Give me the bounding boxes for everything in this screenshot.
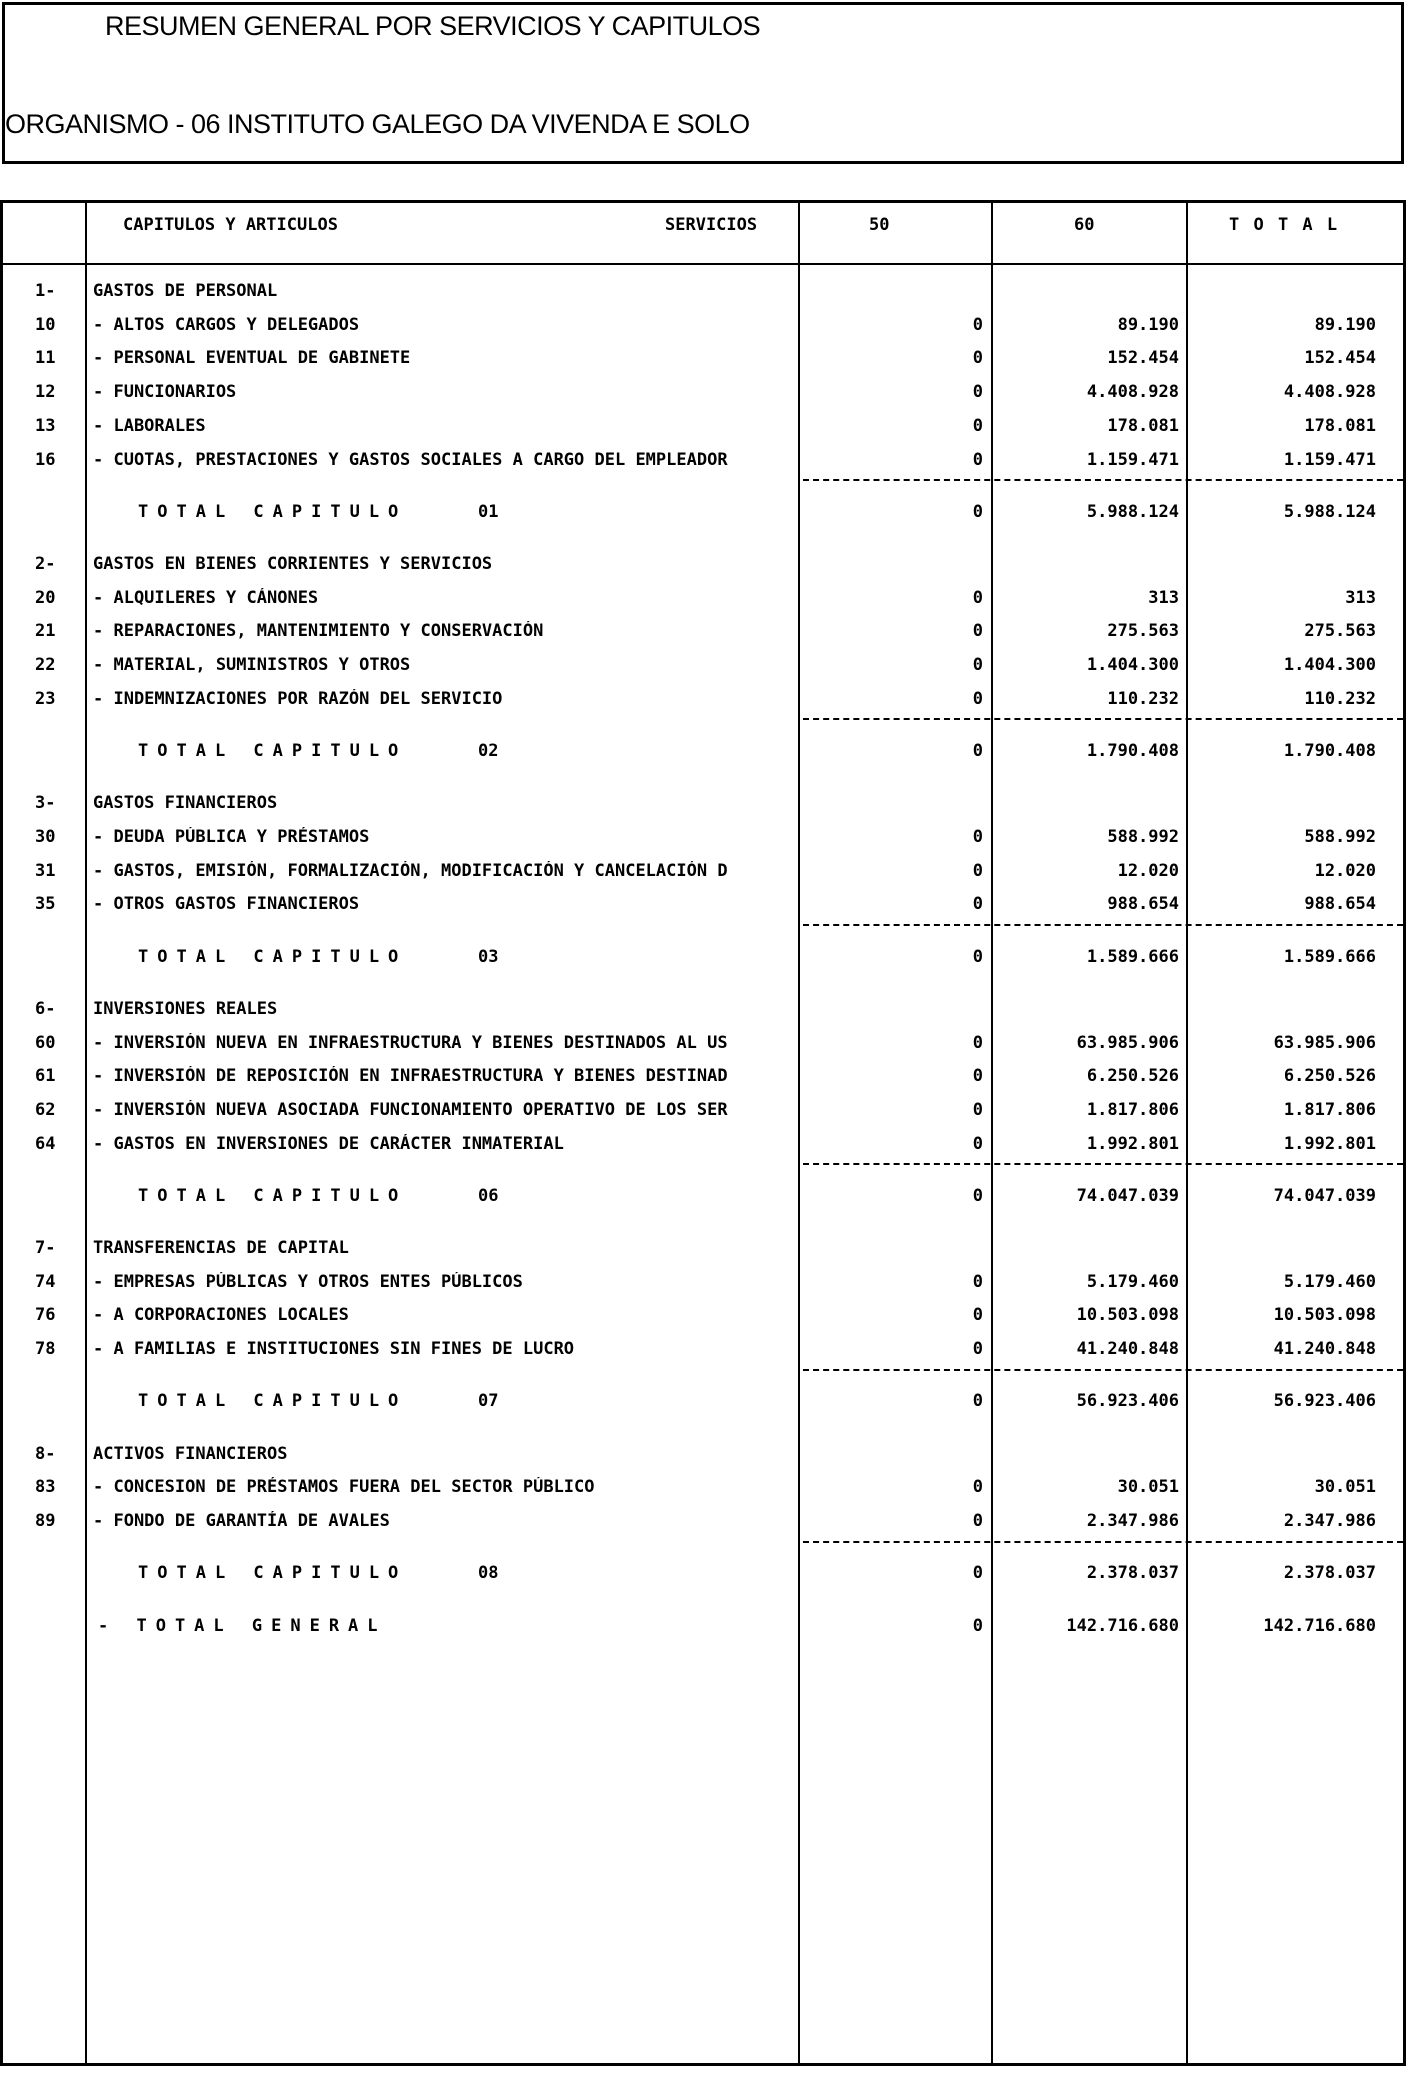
value-60: 588.992 [1107,826,1179,847]
value-total: 6.250.526 [1283,1066,1376,1087]
value-60: 152.454 [1107,348,1179,369]
article-code: 60 [35,1032,56,1053]
value-50: 0 [972,415,983,436]
value-60: 178.081 [1107,415,1179,436]
value-total: 178.081 [1304,415,1376,436]
value-50: 0 [972,655,983,676]
chapter-total-label: TOTAL CAPITULO [138,1185,408,1206]
chapter-title: GASTOS DE PERSONAL [93,281,278,301]
value-60: 4.408.928 [1086,382,1179,403]
col-header-servicios: SERVICIOS [665,215,758,235]
value-total: 1.790.408 [1283,741,1376,761]
value-total: 2.378.037 [1283,1563,1376,1584]
value-50: 0 [972,1133,983,1154]
value-60: 1.790.408 [1086,741,1179,761]
chapter-code: 3- [35,793,56,814]
value-total: 63.985.906 [1273,1032,1376,1053]
value-50: 0 [972,688,983,709]
article-label: - PERSONAL EVENTUAL DE GABINETE [93,348,411,369]
chapter-code: 6- [35,998,56,1019]
value-total: 1.589.666 [1283,946,1376,967]
article-code: 61 [35,1066,56,1087]
chapter-title: GASTOS FINANCIEROS [93,793,278,814]
value-60: 988.654 [1107,894,1179,915]
value-60: 1.589.666 [1086,946,1179,967]
value-60: 74.047.039 [1076,1185,1179,1206]
value-total: 5.988.124 [1283,501,1376,522]
article-code: 74 [35,1271,56,1292]
chapter-title: GASTOS EN BIENES CORRIENTES Y SERVICIOS [93,553,493,574]
value-total: 588.992 [1304,826,1376,847]
article-code: 11 [35,348,56,369]
value-total: 152.454 [1304,348,1376,369]
value-50: 0 [972,587,983,608]
article-label: - CONCESION DE PRÉSTAMOS FUERA DEL SECTOR PÚBLICO [93,1477,595,1498]
header-divider [3,263,1403,265]
article-code: 89 [35,1511,56,1532]
value-total: 2.347.986 [1283,1511,1376,1532]
value-60: 110.232 [1107,688,1179,709]
budget-table [0,200,1406,2066]
article-code: 22 [35,655,56,676]
article-label: - ALQUILERES Y CÁNONES [93,587,319,608]
article-code: 16 [35,449,56,470]
chapter-code: 1- [35,281,56,301]
value-total: 56.923.406 [1273,1391,1376,1412]
value-60: 41.240.848 [1076,1339,1179,1360]
value-60: 2.347.986 [1086,1511,1179,1532]
value-60: 275.563 [1107,621,1179,642]
value-total: 1.404.300 [1283,655,1376,676]
value-50: 0 [972,1271,983,1292]
article-code: 21 [35,621,56,642]
value-50: 0 [972,382,983,403]
value-total: 988.654 [1304,894,1376,915]
organismo-label: ORGANISMO - 06 INSTITUTO GALEGO DA VIVENDA E SOLO [5,109,750,139]
value-50: 0 [972,1615,983,1636]
value-total: 1.992.801 [1283,1133,1376,1154]
article-label: - INVERSIÓN NUEVA ASOCIADA FUNCIONAMIENTO OPERATIVO DE LOS SER [93,1099,728,1120]
document-title: RESUMEN GENERAL POR SERVICIOS Y CAPITULOS [105,11,761,41]
article-code: 83 [35,1477,56,1498]
value-60: 12.020 [1117,860,1179,881]
value-total: 30.051 [1314,1477,1376,1498]
subtotal-divider [803,1163,1403,1165]
article-label: - OTROS GASTOS FINANCIEROS [93,894,360,915]
col-divider [798,203,800,2063]
value-total: 1.817.806 [1283,1099,1376,1120]
article-code: 20 [35,587,56,608]
article-code: 23 [35,688,56,709]
article-label: - INDEMNIZACIONES POR RAZÓN DEL SERVICIO [93,688,503,709]
subtotal-divider [803,924,1403,926]
article-code: 31 [35,860,56,881]
chapter-total-label: TOTAL CAPITULO [138,1563,408,1584]
chapter-code: 8- [35,1443,56,1464]
col-divider [85,203,87,2063]
value-total: 74.047.039 [1273,1185,1376,1206]
value-total: 1.159.471 [1283,449,1376,470]
chapter-title: INVERSIONES REALES [93,998,278,1019]
col-header-total: T O T A L [1229,215,1340,235]
value-60: 1.404.300 [1086,655,1179,676]
value-50: 0 [972,314,983,335]
value-60: 89.190 [1117,314,1179,335]
col-divider [1186,203,1188,2063]
chapter-title: TRANSFERENCIAS DE CAPITAL [93,1238,349,1259]
col-header-50: 50 [869,215,890,235]
value-50: 0 [972,621,983,642]
value-50: 0 [972,741,983,761]
value-total: 41.240.848 [1273,1339,1376,1360]
article-label: - MATERIAL, SUMINISTROS Y OTROS [93,655,411,676]
value-50: 0 [972,1511,983,1532]
chapter-total-code: 02 [478,741,499,761]
article-code: 78 [35,1339,56,1360]
value-50: 0 [972,501,983,522]
article-code: 62 [35,1099,56,1120]
chapter-total-code: 01 [478,501,499,522]
value-50: 0 [972,449,983,470]
value-50: 0 [972,1339,983,1360]
article-code: 30 [35,826,56,847]
article-label: - A FAMILIAS E INSTITUCIONES SIN FINES DE LUCRO [93,1339,575,1360]
chapter-total-label: TOTAL CAPITULO [138,501,408,522]
value-60: 5.179.460 [1086,1271,1179,1292]
value-total: 4.408.928 [1283,382,1376,403]
chapter-total-code: 03 [478,946,499,967]
value-50: 0 [972,1099,983,1120]
value-60: 30.051 [1117,1477,1179,1498]
grand-total-label: - TOTAL GENERAL [98,1615,387,1636]
value-total: 142.716.680 [1263,1615,1376,1636]
value-60: 63.985.906 [1076,1032,1179,1053]
chapter-total-label: TOTAL CAPITULO [138,741,408,761]
article-label: - FUNCIONARIOS [93,382,237,403]
chapter-total-label: TOTAL CAPITULO [138,946,408,967]
value-60: 6.250.526 [1086,1066,1179,1087]
document-header [2,2,1404,164]
value-50: 0 [972,860,983,881]
value-60: 1.992.801 [1086,1133,1179,1154]
article-label: - EMPRESAS PÚBLICAS Y OTROS ENTES PÚBLICOS [93,1271,523,1292]
article-code: 10 [35,314,56,335]
chapter-total-code: 07 [478,1391,499,1412]
value-60: 2.378.037 [1086,1563,1179,1584]
value-50: 0 [972,1391,983,1412]
article-label: - INVERSIÓN DE REPOSICIÓN EN INFRAESTRUCTURA Y BIENES DESTINAD [93,1066,728,1087]
value-50: 0 [972,894,983,915]
article-code: 64 [35,1133,56,1154]
article-label: - DEUDA PÚBLICA Y PRÉSTAMOS [93,826,370,847]
article-label: - GASTOS EN INVERSIONES DE CARÁCTER INMATERIAL [93,1133,564,1154]
chapter-title: ACTIVOS FINANCIEROS [93,1443,288,1464]
chapter-code: 2- [35,553,56,574]
article-code: 12 [35,382,56,403]
subtotal-divider [803,479,1403,481]
article-code: 35 [35,894,56,915]
value-60: 5.988.124 [1086,501,1179,522]
value-total: 12.020 [1314,860,1376,881]
value-60: 1.159.471 [1086,449,1179,470]
article-code: 76 [35,1305,56,1326]
article-label: - REPARACIONES, MANTENIMIENTO Y CONSERVACIÓN [93,621,544,642]
value-total: 89.190 [1314,314,1376,335]
article-label: - INVERSIÓN NUEVA EN INFRAESTRUCTURA Y BIENES DESTINADOS AL US [93,1032,728,1053]
col-header-60: 60 [1074,215,1095,235]
value-total: 10.503.098 [1273,1305,1376,1326]
value-50: 0 [972,946,983,967]
chapter-total-label: TOTAL CAPITULO [138,1391,408,1412]
value-total: 275.563 [1304,621,1376,642]
subtotal-divider [803,1369,1403,1371]
article-label: - FONDO DE GARANTÍA DE AVALES [93,1511,390,1532]
value-60: 313 [1148,587,1179,608]
value-50: 0 [972,1066,983,1087]
col-divider [991,203,993,2063]
value-50: 0 [972,1477,983,1498]
value-total: 110.232 [1304,688,1376,709]
value-60: 56.923.406 [1076,1391,1179,1412]
value-50: 0 [972,1563,983,1584]
value-50: 0 [972,826,983,847]
chapter-code: 7- [35,1238,56,1259]
value-60: 1.817.806 [1086,1099,1179,1120]
value-50: 0 [972,1185,983,1206]
article-label: - CUOTAS, PRESTACIONES Y GASTOS SOCIALES A CARGO DEL EMPLEADOR [93,449,728,470]
chapter-total-code: 08 [478,1563,499,1584]
value-60: 142.716.680 [1066,1615,1179,1636]
subtotal-divider [803,718,1403,720]
col-header-capitulos: CAPITULOS Y ARTICULOS [123,215,338,235]
article-code: 13 [35,415,56,436]
subtotal-divider [803,1541,1403,1543]
value-50: 0 [972,1032,983,1053]
article-label: - ALTOS CARGOS Y DELEGADOS [93,314,360,335]
value-total: 313 [1345,587,1376,608]
article-label: - GASTOS, EMISIÓN, FORMALIZACIÓN, MODIFICACIÓN Y CANCELACIÓN D [93,860,728,881]
value-50: 0 [972,348,983,369]
article-label: - LABORALES [93,415,206,436]
chapter-total-code: 06 [478,1185,499,1206]
value-total: 5.179.460 [1283,1271,1376,1292]
article-label: - A CORPORACIONES LOCALES [93,1305,349,1326]
value-60: 10.503.098 [1076,1305,1179,1326]
value-50: 0 [972,1305,983,1326]
